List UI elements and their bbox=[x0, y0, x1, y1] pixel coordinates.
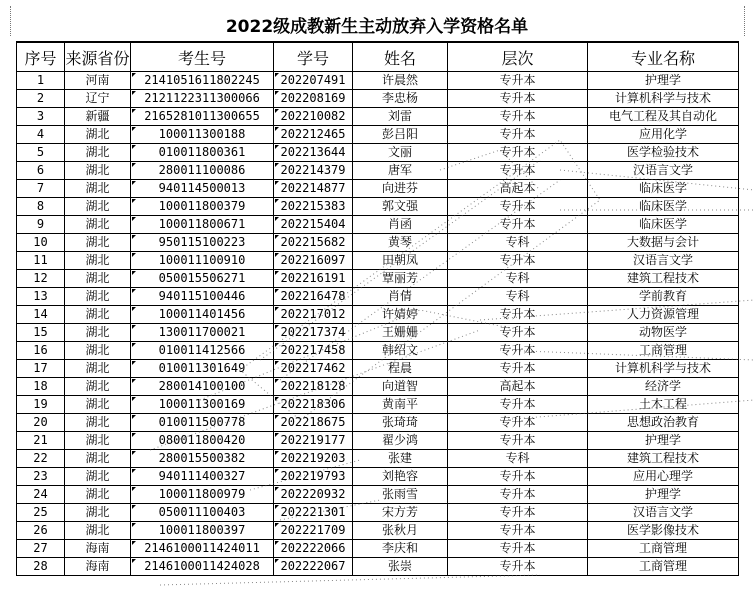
table-row bbox=[17, 342, 739, 360]
header-province: 来源省份 bbox=[65, 42, 131, 72]
cell-seq: 14 bbox=[17, 306, 65, 324]
page-break-guide-left bbox=[10, 6, 11, 36]
table-row bbox=[17, 324, 739, 342]
cell-major: 计算机科学与技术 bbox=[588, 90, 739, 108]
cell-seq: 18 bbox=[17, 378, 65, 396]
table-row bbox=[17, 108, 739, 126]
table-row bbox=[17, 216, 739, 234]
cell-seq: 3 bbox=[17, 108, 65, 126]
cell-province: 海南 bbox=[65, 558, 131, 576]
cell-student-id: 202221709 bbox=[274, 522, 353, 540]
cell-name: 刘艳容 bbox=[353, 468, 448, 486]
cell-exam-id: 100011800979 bbox=[131, 486, 274, 504]
cell-province: 湖北 bbox=[65, 396, 131, 414]
cell-student-id: 202217374 bbox=[274, 324, 353, 342]
cell-province: 湖北 bbox=[65, 450, 131, 468]
cell-exam-id: 100011800671 bbox=[131, 216, 274, 234]
cell-province: 河南 bbox=[65, 72, 131, 90]
table-row bbox=[17, 162, 739, 180]
cell-level: 专升本 bbox=[448, 468, 588, 486]
cell-level: 专升本 bbox=[448, 504, 588, 522]
table-row bbox=[17, 468, 739, 486]
cell-level: 专升本 bbox=[448, 540, 588, 558]
cell-name: 许婧婷 bbox=[353, 306, 448, 324]
cell-student-id: 202222066 bbox=[274, 540, 353, 558]
cell-province: 湖北 bbox=[65, 306, 131, 324]
cell-level: 专升本 bbox=[448, 432, 588, 450]
cell-major: 应用心理学 bbox=[588, 468, 739, 486]
cell-seq: 28 bbox=[17, 558, 65, 576]
cell-province: 湖北 bbox=[65, 486, 131, 504]
table-row bbox=[17, 450, 739, 468]
cell-seq: 22 bbox=[17, 450, 65, 468]
cell-level: 专升本 bbox=[448, 486, 588, 504]
cell-seq: 23 bbox=[17, 468, 65, 486]
cell-exam-id: 280011100086 bbox=[131, 162, 274, 180]
cell-seq: 19 bbox=[17, 396, 65, 414]
cell-student-id: 202207491 bbox=[274, 72, 353, 90]
cell-student-id: 202219793 bbox=[274, 468, 353, 486]
cell-student-id: 202214877 bbox=[274, 180, 353, 198]
table-row bbox=[17, 378, 739, 396]
table-row bbox=[17, 144, 739, 162]
cell-seq: 5 bbox=[17, 144, 65, 162]
cell-province: 湖北 bbox=[65, 126, 131, 144]
cell-seq: 21 bbox=[17, 432, 65, 450]
header-level: 层次 bbox=[448, 42, 588, 72]
cell-level: 专升本 bbox=[448, 144, 588, 162]
cell-level: 专升本 bbox=[448, 108, 588, 126]
cell-major: 学前教育 bbox=[588, 288, 739, 306]
cell-exam-id: 130011700021 bbox=[131, 324, 274, 342]
cell-exam-id: 100011300188 bbox=[131, 126, 274, 144]
cell-name: 宋方芳 bbox=[353, 504, 448, 522]
table-header-row bbox=[17, 42, 739, 72]
cell-exam-id: 100011800397 bbox=[131, 522, 274, 540]
cell-exam-id: 050011100403 bbox=[131, 504, 274, 522]
cell-student-id: 202220932 bbox=[274, 486, 353, 504]
cell-province: 湖北 bbox=[65, 234, 131, 252]
cell-seq: 7 bbox=[17, 180, 65, 198]
cell-exam-id: 2141051611802245 bbox=[131, 72, 274, 90]
cell-province: 湖北 bbox=[65, 216, 131, 234]
cell-province: 湖北 bbox=[65, 270, 131, 288]
cell-student-id: 202219177 bbox=[274, 432, 353, 450]
table-row bbox=[17, 252, 739, 270]
cell-major: 临床医学 bbox=[588, 180, 739, 198]
cell-student-id: 202215404 bbox=[274, 216, 353, 234]
cell-exam-id: 2146100011424011 bbox=[131, 540, 274, 558]
cell-level: 专升本 bbox=[448, 396, 588, 414]
table-row bbox=[17, 234, 739, 252]
cell-province: 湖北 bbox=[65, 288, 131, 306]
cell-exam-id: 280014100100 bbox=[131, 378, 274, 396]
cell-student-id: 202213644 bbox=[274, 144, 353, 162]
cell-name: 张崇 bbox=[353, 558, 448, 576]
cell-name: 许晨然 bbox=[353, 72, 448, 90]
cell-exam-id: 2165281011300655 bbox=[131, 108, 274, 126]
cell-major: 工商管理 bbox=[588, 342, 739, 360]
cell-name: 张琦琦 bbox=[353, 414, 448, 432]
table-row bbox=[17, 198, 739, 216]
header-exam-id: 考生号 bbox=[131, 42, 274, 72]
cell-level: 专升本 bbox=[448, 360, 588, 378]
cell-student-id: 202219203 bbox=[274, 450, 353, 468]
header-major: 专业名称 bbox=[588, 42, 739, 72]
cell-exam-id: 940115100446 bbox=[131, 288, 274, 306]
cell-level: 专升本 bbox=[448, 198, 588, 216]
cell-level: 专科 bbox=[448, 288, 588, 306]
cell-province: 湖北 bbox=[65, 414, 131, 432]
cell-level: 专科 bbox=[448, 270, 588, 288]
header-student-id: 学号 bbox=[274, 42, 353, 72]
cell-level: 专升本 bbox=[448, 126, 588, 144]
cell-name: 李忠杨 bbox=[353, 90, 448, 108]
cell-name: 唐军 bbox=[353, 162, 448, 180]
cell-province: 湖北 bbox=[65, 162, 131, 180]
cell-name: 刘雷 bbox=[353, 108, 448, 126]
cell-level: 专升本 bbox=[448, 162, 588, 180]
cell-province: 湖北 bbox=[65, 324, 131, 342]
cell-exam-id: 940111400327 bbox=[131, 468, 274, 486]
cell-seq: 6 bbox=[17, 162, 65, 180]
cell-major: 汉语言文学 bbox=[588, 504, 739, 522]
cell-student-id: 202218675 bbox=[274, 414, 353, 432]
table-row bbox=[17, 486, 739, 504]
cell-student-id: 202212465 bbox=[274, 126, 353, 144]
cell-student-id: 202208169 bbox=[274, 90, 353, 108]
cell-level: 专升本 bbox=[448, 72, 588, 90]
cell-exam-id: 2146100011424028 bbox=[131, 558, 274, 576]
cell-major: 应用化学 bbox=[588, 126, 739, 144]
cell-level: 专升本 bbox=[448, 342, 588, 360]
cell-student-id: 202217012 bbox=[274, 306, 353, 324]
cell-name: 韩绍文 bbox=[353, 342, 448, 360]
cell-exam-id: 2121122311300066 bbox=[131, 90, 274, 108]
cell-province: 湖北 bbox=[65, 432, 131, 450]
cell-level: 专升本 bbox=[448, 558, 588, 576]
cell-seq: 10 bbox=[17, 234, 65, 252]
cell-major: 护理学 bbox=[588, 432, 739, 450]
cell-level: 专科 bbox=[448, 234, 588, 252]
cell-major: 动物医学 bbox=[588, 324, 739, 342]
cell-major: 工商管理 bbox=[588, 540, 739, 558]
cell-level: 高起本 bbox=[448, 378, 588, 396]
cell-name: 张秋月 bbox=[353, 522, 448, 540]
cell-name: 向道智 bbox=[353, 378, 448, 396]
cell-student-id: 202216191 bbox=[274, 270, 353, 288]
cell-student-id: 202216478 bbox=[274, 288, 353, 306]
cell-exam-id: 100011100910 bbox=[131, 252, 274, 270]
cell-level: 专升本 bbox=[448, 90, 588, 108]
table-row bbox=[17, 432, 739, 450]
cell-major: 计算机科学与技术 bbox=[588, 360, 739, 378]
cell-province: 湖北 bbox=[65, 252, 131, 270]
cell-exam-id: 100011401456 bbox=[131, 306, 274, 324]
cell-exam-id: 010011301649 bbox=[131, 360, 274, 378]
cell-seq: 13 bbox=[17, 288, 65, 306]
cell-name: 翟少鸿 bbox=[353, 432, 448, 450]
table-row bbox=[17, 558, 739, 576]
cell-major: 建筑工程技术 bbox=[588, 450, 739, 468]
cell-province: 湖北 bbox=[65, 504, 131, 522]
cell-exam-id: 100011300169 bbox=[131, 396, 274, 414]
cell-seq: 27 bbox=[17, 540, 65, 558]
cell-level: 专升本 bbox=[448, 252, 588, 270]
table-row bbox=[17, 396, 739, 414]
cell-student-id: 202214379 bbox=[274, 162, 353, 180]
cell-seq: 25 bbox=[17, 504, 65, 522]
table-row bbox=[17, 306, 739, 324]
cell-seq: 15 bbox=[17, 324, 65, 342]
header-seq: 序号 bbox=[17, 42, 65, 72]
cell-seq: 12 bbox=[17, 270, 65, 288]
cell-province: 海南 bbox=[65, 540, 131, 558]
cell-level: 高起本 bbox=[448, 180, 588, 198]
cell-name: 黄南平 bbox=[353, 396, 448, 414]
cell-student-id: 202216097 bbox=[274, 252, 353, 270]
cell-exam-id: 010011500778 bbox=[131, 414, 274, 432]
cell-name: 张建 bbox=[353, 450, 448, 468]
cell-exam-id: 100011800379 bbox=[131, 198, 274, 216]
cell-province: 湖北 bbox=[65, 378, 131, 396]
table-row bbox=[17, 90, 739, 108]
cell-major: 工商管理 bbox=[588, 558, 739, 576]
cell-province: 辽宁 bbox=[65, 90, 131, 108]
table-row bbox=[17, 522, 739, 540]
cell-exam-id: 010011412566 bbox=[131, 342, 274, 360]
cell-major: 汉语言文学 bbox=[588, 162, 739, 180]
cell-student-id: 202210082 bbox=[274, 108, 353, 126]
cell-level: 专科 bbox=[448, 450, 588, 468]
cell-exam-id: 010011800361 bbox=[131, 144, 274, 162]
cell-major: 临床医学 bbox=[588, 198, 739, 216]
cell-province: 湖北 bbox=[65, 360, 131, 378]
cell-major: 临床医学 bbox=[588, 216, 739, 234]
cell-province: 湖北 bbox=[65, 144, 131, 162]
cell-student-id: 202222067 bbox=[274, 558, 353, 576]
cell-major: 电气工程及其自动化 bbox=[588, 108, 739, 126]
cell-seq: 17 bbox=[17, 360, 65, 378]
cell-student-id: 202218306 bbox=[274, 396, 353, 414]
cell-province: 湖北 bbox=[65, 180, 131, 198]
table-row bbox=[17, 360, 739, 378]
page-break-guide-right bbox=[744, 6, 745, 36]
cell-major: 汉语言文学 bbox=[588, 252, 739, 270]
cell-name: 张雨雪 bbox=[353, 486, 448, 504]
cell-seq: 11 bbox=[17, 252, 65, 270]
cell-seq: 16 bbox=[17, 342, 65, 360]
cell-student-id: 202215383 bbox=[274, 198, 353, 216]
cell-student-id: 202218128 bbox=[274, 378, 353, 396]
cell-name: 向进芬 bbox=[353, 180, 448, 198]
cell-name: 黄琴 bbox=[353, 234, 448, 252]
cell-major: 土木工程 bbox=[588, 396, 739, 414]
cell-province: 湖北 bbox=[65, 468, 131, 486]
cell-province: 湖北 bbox=[65, 198, 131, 216]
cell-exam-id: 080011800420 bbox=[131, 432, 274, 450]
cell-major: 建筑工程技术 bbox=[588, 270, 739, 288]
cell-seq: 4 bbox=[17, 126, 65, 144]
cell-student-id: 202221301 bbox=[274, 504, 353, 522]
cell-seq: 9 bbox=[17, 216, 65, 234]
cell-name: 覃丽芳 bbox=[353, 270, 448, 288]
cell-name: 肖函 bbox=[353, 216, 448, 234]
cell-province: 湖北 bbox=[65, 522, 131, 540]
cell-exam-id: 950115100223 bbox=[131, 234, 274, 252]
cell-level: 专升本 bbox=[448, 324, 588, 342]
cell-seq: 1 bbox=[17, 72, 65, 90]
cell-seq: 24 bbox=[17, 486, 65, 504]
cell-seq: 2 bbox=[17, 90, 65, 108]
cell-name: 田朝凤 bbox=[353, 252, 448, 270]
table-row bbox=[17, 414, 739, 432]
cell-major: 护理学 bbox=[588, 72, 739, 90]
cell-name: 郭文强 bbox=[353, 198, 448, 216]
document-title: 2022级成教新生主动放弃入学资格名单 bbox=[225, 17, 529, 37]
cell-name: 王姗姗 bbox=[353, 324, 448, 342]
cell-province: 湖北 bbox=[65, 342, 131, 360]
table-row bbox=[17, 72, 739, 90]
cell-level: 专升本 bbox=[448, 306, 588, 324]
cell-name: 肖倩 bbox=[353, 288, 448, 306]
cell-major: 大数据与会计 bbox=[588, 234, 739, 252]
cell-province: 新疆 bbox=[65, 108, 131, 126]
cell-major: 思想政治教育 bbox=[588, 414, 739, 432]
table-body bbox=[17, 72, 739, 576]
withdrawal-roster-table bbox=[16, 41, 739, 576]
cell-name: 程晨 bbox=[353, 360, 448, 378]
cell-student-id: 202215682 bbox=[274, 234, 353, 252]
cell-seq: 20 bbox=[17, 414, 65, 432]
cell-major: 人力资源管理 bbox=[588, 306, 739, 324]
cell-level: 专升本 bbox=[448, 414, 588, 432]
table-row bbox=[17, 126, 739, 144]
header-name: 姓名 bbox=[353, 42, 448, 72]
cell-exam-id: 050015506271 bbox=[131, 270, 274, 288]
cell-exam-id: 280015500382 bbox=[131, 450, 274, 468]
table-row bbox=[17, 540, 739, 558]
cell-seq: 8 bbox=[17, 198, 65, 216]
cell-level: 专升本 bbox=[448, 216, 588, 234]
cell-major: 经济学 bbox=[588, 378, 739, 396]
cell-major: 医学影像技术 bbox=[588, 522, 739, 540]
cell-name: 文丽 bbox=[353, 144, 448, 162]
cell-name: 李庆和 bbox=[353, 540, 448, 558]
table-row bbox=[17, 270, 739, 288]
cell-level: 专升本 bbox=[448, 522, 588, 540]
cell-exam-id: 940114500013 bbox=[131, 180, 274, 198]
cell-major: 护理学 bbox=[588, 486, 739, 504]
cell-student-id: 202217462 bbox=[274, 360, 353, 378]
table-row bbox=[17, 288, 739, 306]
cell-major: 医学检验技术 bbox=[588, 144, 739, 162]
cell-seq: 26 bbox=[17, 522, 65, 540]
table-row bbox=[17, 504, 739, 522]
cell-name: 彭吕阳 bbox=[353, 126, 448, 144]
table-row bbox=[17, 180, 739, 198]
cell-student-id: 202217458 bbox=[274, 342, 353, 360]
